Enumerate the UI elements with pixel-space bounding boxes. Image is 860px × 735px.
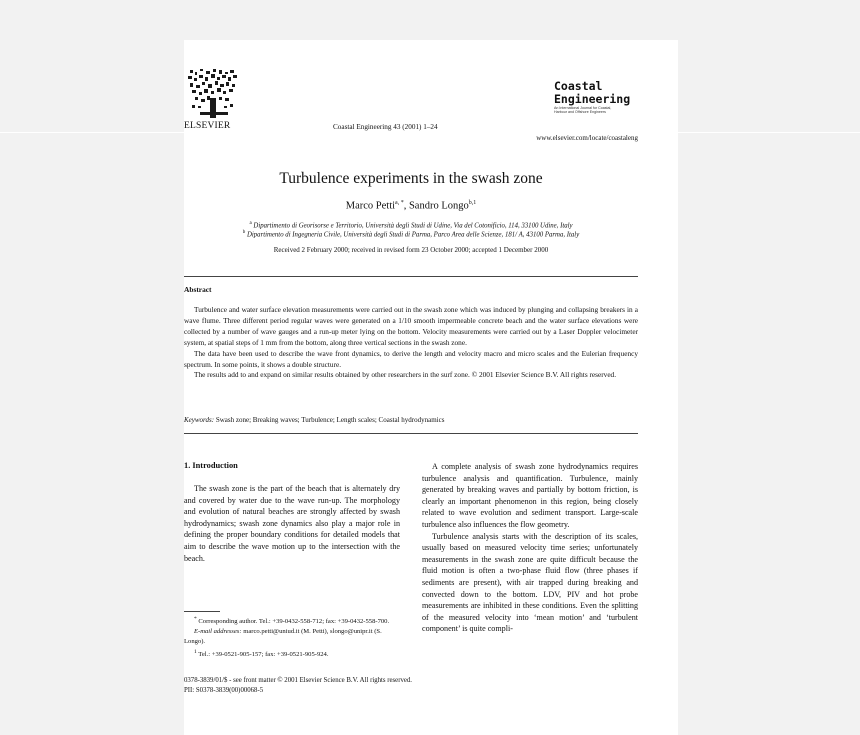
abstract-paragraph: The results add to and expand on similar results obtained by other researchers in the surf zone. © 2001 Elsevier Science B.V. All rights reserved.	[194, 370, 617, 380]
author-name: Marco Petti	[345, 200, 396, 212]
publisher-name: ELSEVIER	[184, 121, 231, 131]
header-gap	[0, 132, 860, 133]
body-paragraph: A complete analysis of swash zone hydrodynamics requires turbulence analysis and quantification. Turbulence, mainly generated by breaking waves and partially by bottom friction, is clearly an important phenomenon in this region, being closely related to wave evolution and sediment transport. Large-scale turbulence also influences the flow geometry.	[422, 462, 638, 529]
footnote-text: Tel.: +39-0521-905-157; fax: +39-0521-905-924.	[198, 651, 329, 659]
footnote-email	[184, 627, 400, 647]
journal-logo-line2: Engineering	[554, 92, 631, 106]
footnote-mark: 1	[194, 649, 197, 656]
journal-logo-sub2: Harbour and Offshore Engineers	[554, 110, 606, 115]
footnote-email-label: E-mail addresses:	[194, 628, 242, 636]
keywords-text: Swash zone; Breaking waves; Turbulence; Length scales; Coastal hydrodynamics	[215, 416, 445, 424]
journal-reference: Coastal Engineering 43 (2001) 1–24	[333, 123, 438, 131]
received-dates: Received 2 February 2000; received in revised form 23 October 2000; accepted 1 December 2000	[273, 246, 549, 254]
abstract-body	[184, 305, 638, 381]
footnote-rule	[184, 611, 220, 612]
journal-logo-line1: Coastal	[554, 79, 603, 93]
author-affiliation-mark: a, *	[395, 200, 404, 206]
paper-page	[184, 40, 678, 735]
section-heading: 1. Introduction	[184, 461, 238, 470]
abstract-heading: Abstract	[184, 285, 212, 294]
body-paragraph: Turbulence analysis starts with the description of its scales, usually based on measured velocity time series; unfortunately measurements in the swash zone are quite difficult because the fluid motion is often a two-phase fluid flow (three phases if sediments are present), with air trapped during breaking and convected down to the bottom. LDV, PIV and hot probe measurements are inhibited in these conditions. Even the splitting of the measured velocity into ‘mean motion’ and ‘turbulent component’ is quite compli-	[422, 531, 638, 634]
affiliation-mark: a	[249, 221, 252, 226]
footnote-corresponding	[184, 614, 400, 627]
body-paragraph: The swash zone is the part of the beach that is alternately dry and covered by water due to the wave run-up. The morphology and evolution of natural beaches are strongly affected by swash hydrodynamics; swash zone dynamics also play a major role in defining the proper boundary conditions for detailed models that aim to describe the wave motion up to the intersection with the beach.	[184, 484, 400, 563]
affiliation-text: Dipartimento di Ingegneria Civile, Università degli Studi di Parma, Parco Area delle Scienze, 181/ A, 43100 Parma, Italy	[246, 231, 580, 239]
abstract-paragraph: The data have been used to describe the wave front dynamics, to derive the length and velocity macro and micro scales and the Eulerian frequency spectrum. In some points, it shows a double structure.	[184, 348, 638, 369]
journal-logo	[554, 80, 630, 114]
affiliation-mark: b	[242, 230, 246, 235]
divider	[184, 433, 638, 434]
affiliation-a	[184, 221, 638, 229]
divider	[184, 276, 638, 277]
journal-url[interactable]: www.elsevier.com/locate/coastaleng	[536, 134, 638, 142]
copyright-line: 0378-3839/01/$ - see front matter © 2001 Elsevier Science B.V. All rights reserved.	[184, 677, 412, 684]
keywords-label: Keywords:	[184, 416, 215, 424]
footnotes	[184, 614, 400, 660]
left-column	[184, 483, 400, 564]
author-line: Marco Petti$^{a, *}$, Sandro Longo$^{b,1}$	[345, 200, 477, 212]
author-affiliation-mark: b,1	[468, 200, 477, 206]
footnote-text: Corresponding author. Tel.: +39-0432-558-712; fax: +39-0432-558-700.	[198, 618, 390, 626]
footnote-email-text[interactable]: marco.petti@uniud.it (M. Petti), slongo@unipr.it (S. Longo).	[184, 628, 382, 646]
right-column	[422, 461, 638, 635]
footnote-mark: *	[194, 616, 197, 622]
journal-logo-sub1: An International Journal for Coastal,	[554, 106, 612, 110]
footnote-tel	[184, 647, 400, 660]
abstract-paragraph: Turbulence and water surface elevation measurements were carried out in the swash zone which was induced by plunging and collapsing breakers in a wave flume. Three different period regular waves were generated on a 1/10 smooth impermeable concrete beach and the water surface elevations were collected by a number of wave gauges and a run-up meter lying on the bottom. Velocity measurements were carried out by a Laser Doppler velocimeter system, at spatial steps of 1 mm from the bottom, along three vertical sections in the swash zone.	[184, 305, 638, 347]
article-title: Turbulence experiments in the swash zone	[279, 170, 543, 187]
keywords	[184, 416, 444, 424]
pii-line: PII: S0378-3839(00)00068-5	[184, 687, 264, 694]
affiliation-b	[184, 230, 638, 238]
author-name: Sandro Longo	[408, 200, 469, 212]
elsevier-tree-logo-icon	[186, 68, 240, 120]
affiliation-text: Dipartimento di Georisorse e Territorio, Università degli Studi di Udine, Via del Cotonificio, 114, 33100 Udine, Italy	[253, 222, 573, 230]
